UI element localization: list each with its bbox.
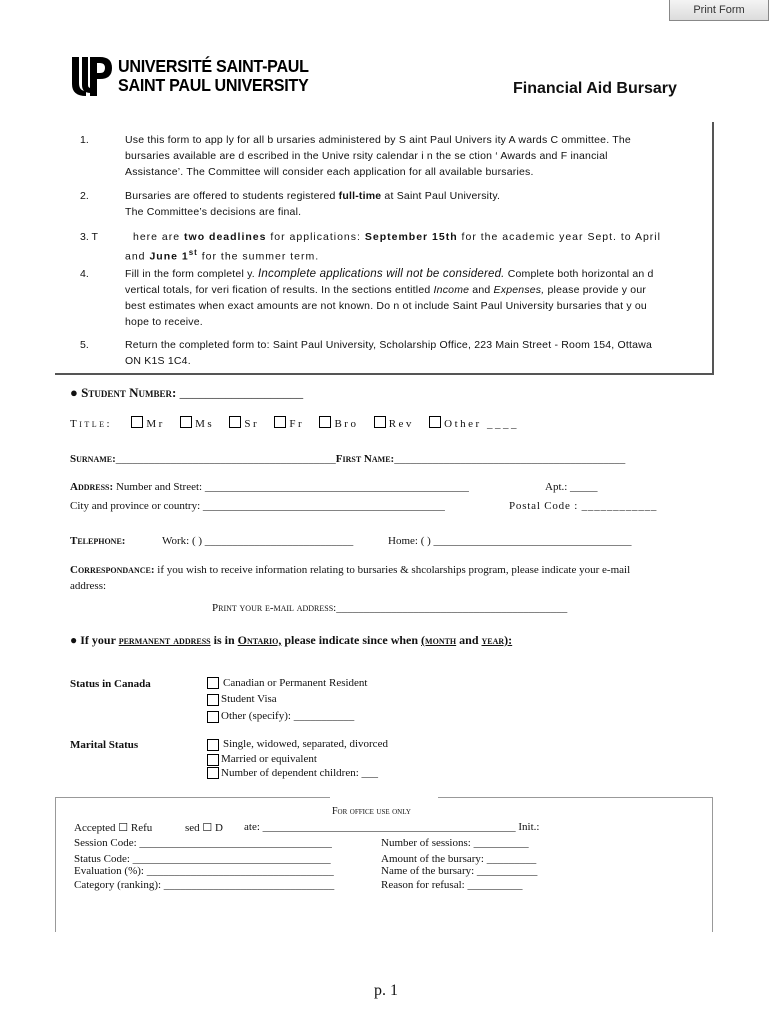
instruction-number: 4. xyxy=(80,268,89,280)
title-option-fr[interactable]: Fr xyxy=(274,418,304,430)
office-evaluation: Evaluation (%): __________________________________ xyxy=(74,865,334,877)
checkbox-icon[interactable] xyxy=(374,416,386,428)
office-refused: sed ☐ D xyxy=(185,822,223,834)
divider xyxy=(55,797,56,932)
title-option-bro[interactable]: Bro xyxy=(319,418,358,430)
student-number-field[interactable] xyxy=(70,385,303,401)
checkbox-icon[interactable] xyxy=(207,767,219,779)
checkbox-icon[interactable] xyxy=(319,416,331,428)
title-option-rev[interactable]: Rev xyxy=(374,418,414,430)
checkbox-icon[interactable] xyxy=(207,694,219,706)
instruction-number: 2. xyxy=(80,190,89,202)
status-canada-label: Status in Canada xyxy=(70,678,151,690)
divider xyxy=(712,797,713,932)
checkbox-icon[interactable] xyxy=(274,416,286,428)
title-option-other[interactable]: Other ____ xyxy=(429,418,519,430)
surname-blank[interactable]: ________________________________________ xyxy=(115,453,336,465)
office-category: Category (ranking): _______________________________ xyxy=(74,879,335,891)
status-option-canadian: Canadian or Permanent Resident xyxy=(223,677,368,689)
title-row xyxy=(70,416,529,430)
telephone-label: Telephone: xyxy=(70,535,126,547)
office-status-code: Status Code: ____________________________________ xyxy=(74,853,331,865)
checkbox-icon[interactable] xyxy=(207,711,219,723)
checkbox-icon[interactable] xyxy=(229,416,241,428)
title-option-ms[interactable]: Ms xyxy=(180,418,214,430)
marital-option-single: Single, widowed, separated, divorced xyxy=(223,738,388,750)
status-option-visa: Student Visa xyxy=(221,693,277,705)
office-amount: Amount of the bursary: _________ xyxy=(381,853,537,865)
instruction-4: Fill in the form completel y. Incomplete applications will not be considered. Complete both horizontal an d vertical totals, for veri fication of results. In the sections entitled Income and Expenses, please provide y our best estimates when exact amounts are not known. Do n ot include Saint Paul University bursaries that y ou hope to receive. xyxy=(125,268,654,328)
checkbox-icon[interactable] xyxy=(131,416,143,428)
student-number-label: Student Number: xyxy=(81,385,177,400)
first-name-label: First Name: xyxy=(335,453,395,465)
divider xyxy=(55,797,330,798)
bullet: ● xyxy=(70,385,78,400)
surname-label: Surname: xyxy=(70,453,116,465)
instruction-5: Return the completed form to: Saint Paul University, Scholarship Office, 223 Main Street - Room 154, Ottawa ON K1S 1C4. xyxy=(125,339,652,367)
checkbox-icon[interactable] xyxy=(207,754,219,766)
saint-paul-logo-icon xyxy=(68,55,114,97)
instruction-number: 3. T xyxy=(80,231,98,243)
instruction-number: 1. xyxy=(80,134,89,146)
instruction-2: Bursaries are offered to students registered full-time at Saint Paul University. The Committee’s decisions are final. xyxy=(125,190,501,218)
title-label: Title: xyxy=(70,418,113,430)
city-field[interactable]: City and province or country: ____________________________________________ xyxy=(70,500,445,512)
email-field[interactable] xyxy=(212,602,567,614)
checkbox-icon[interactable] xyxy=(429,416,441,428)
print-form-button[interactable]: Print Form xyxy=(669,0,769,21)
street-field[interactable]: Number and Street: ________________________________________________ xyxy=(115,481,469,493)
status-option-other[interactable]: Other (specify): ___________ xyxy=(221,710,355,722)
email-blank[interactable]: __________________________________________ xyxy=(336,602,568,614)
logo-text-english: SAINT PAUL UNIVERSITY xyxy=(118,75,309,95)
first-name-blank[interactable]: __________________________________________ xyxy=(394,453,626,465)
marital-option-married: Married or equivalent xyxy=(221,753,317,765)
address-label: Address: xyxy=(70,481,114,493)
postal-code-field[interactable]: Postal Code : ____________ xyxy=(509,500,658,512)
correspondance-text: Correspondance: if you wish to receive information relating to bursaries & shcolarships program, please indicate your e-mail xyxy=(70,564,631,576)
marital-status-label: Marital Status xyxy=(70,739,139,751)
office-use-heading: For office use only xyxy=(332,806,411,817)
office-reason: Reason for refusal: __________ xyxy=(381,879,523,891)
office-session-code: Session Code: ___________________________________ xyxy=(74,837,332,849)
office-date-init: ate: ______________________________________________ Init.: xyxy=(244,821,540,833)
permanent-address-question: ● If your permanent address is in Ontario, please indicate since when (month and year): xyxy=(70,633,513,647)
page-title: Financial Aid Bursary xyxy=(513,80,677,97)
checkbox-icon[interactable] xyxy=(207,739,219,751)
title-option-sr[interactable]: Sr xyxy=(229,418,259,430)
email-label: Print your e-mail address: xyxy=(212,602,337,614)
logo-text-french: UNIVERSITÉ SAINT-PAUL xyxy=(118,56,309,76)
instruction-3: here are two deadlines for applications: September 15th for the academic year Sept. to April and June 1st for the summer term. xyxy=(125,231,661,263)
home-phone-field[interactable]: Home: ( ) ____________________________________ xyxy=(388,535,632,547)
instruction-number: 5. xyxy=(80,339,89,351)
page-number: p. 1 xyxy=(374,982,398,999)
office-num-sessions: Number of sessions: __________ xyxy=(381,837,529,849)
office-accepted: Accepted ☐ Refu xyxy=(74,822,153,834)
office-name-bursary: Name of the bursary: ___________ xyxy=(381,865,538,877)
name-row xyxy=(70,453,625,465)
correspondance-text-2: address: xyxy=(70,580,107,592)
apt-field[interactable]: Apt.: _____ xyxy=(545,481,598,493)
divider xyxy=(438,797,712,798)
address-row xyxy=(70,481,469,493)
title-option-mr[interactable]: Mr xyxy=(131,418,164,430)
checkbox-icon[interactable] xyxy=(180,416,192,428)
checkbox-icon[interactable] xyxy=(207,677,219,689)
student-number-blank[interactable]: ___________________ xyxy=(179,385,304,400)
marital-option-dependents[interactable]: Number of dependent children: ___ xyxy=(221,767,379,779)
work-phone-field[interactable]: Work: ( ) ___________________________ xyxy=(162,535,354,547)
instruction-1: Use this form to app ly for all b ursaries administered by S aint Paul Univers ity A wards C ommittee. The bursaries available are d escribed in the Unive rsity calendar i n the se ction ‘ Awards and F inancial Assistance’. The Committee will consider each application for all available bursaries. xyxy=(125,134,631,178)
